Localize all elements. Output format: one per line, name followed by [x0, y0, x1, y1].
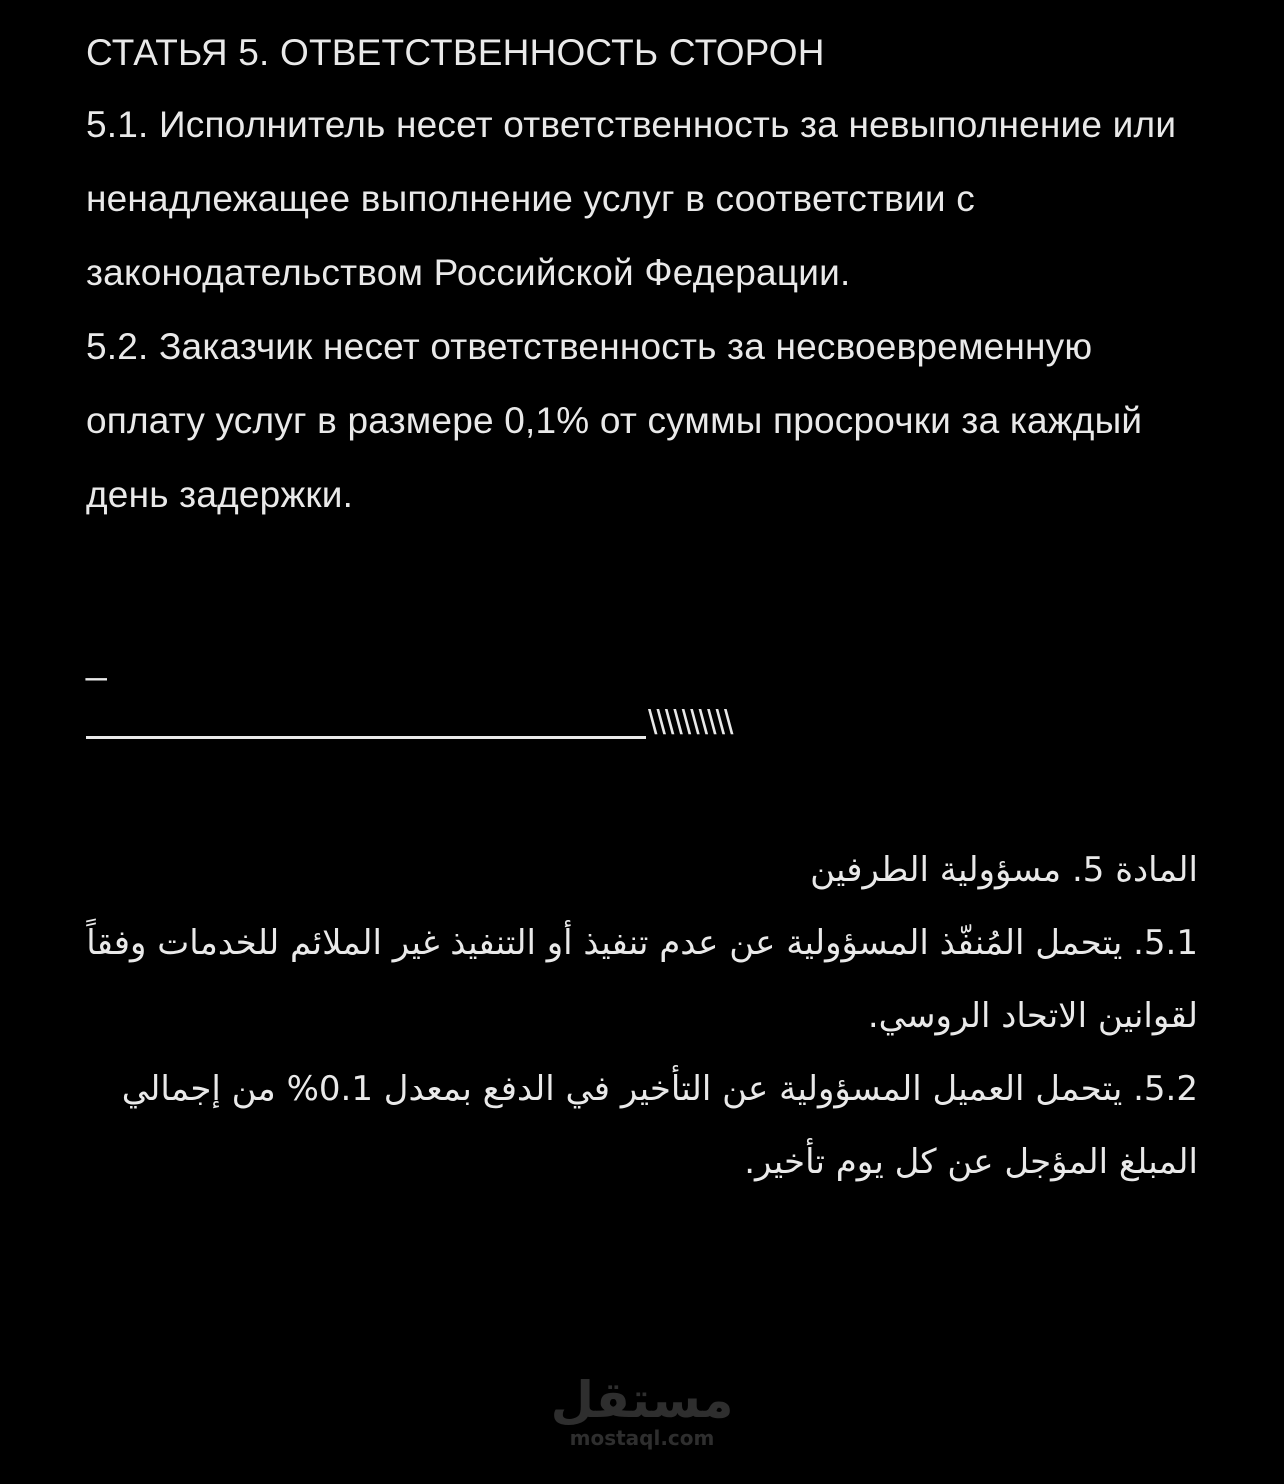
separator-dash: _ [86, 640, 107, 681]
russian-clause-5-1: 5.1. Исполнитель несет ответственность за невыполнение или ненадлежащее выполнение услуг в соответствии с законодательством Российской Федерации. [86, 104, 1177, 293]
arabic-clause-5-2: 5.2. يتحمل العميل المسؤولية عن التأخير في الدفع بمعدل 0.1% من إجمالي المبلغ المؤجل عن كل يوم تأخير. [121, 1069, 1198, 1182]
mostaql-logo-domain: mostaql.com [569, 1426, 715, 1450]
russian-article [86, 26, 1196, 532]
separator-line [86, 736, 646, 739]
separator-slashes: \\\\\\\\\\ [648, 704, 733, 742]
arabic-article-heading: المادة 5. مسؤولية الطرفين [810, 850, 1198, 890]
arabic-clause-5-1: 5.1. يتحمل المُنفّذ المسؤولية عن عدم تنفيذ أو التنفيذ غير الملائم للخدمات وفقاً لقوانين الاتحاد الروسي. [86, 923, 1198, 1036]
russian-clause-5-2: 5.2. Заказчик несет ответственность за несвоевременную оплату услуг в размере 0,1% от суммы просрочки за каждый день задержки. [86, 326, 1143, 515]
arabic-article [78, 834, 1198, 1199]
mostaql-watermark-logo [542, 1372, 742, 1450]
mostaql-logo-mark: مستقل [550, 1371, 734, 1429]
russian-article-heading: СТАТЬЯ 5. ОТВЕТСТВЕННОСТЬ СТОРОН [86, 32, 825, 73]
